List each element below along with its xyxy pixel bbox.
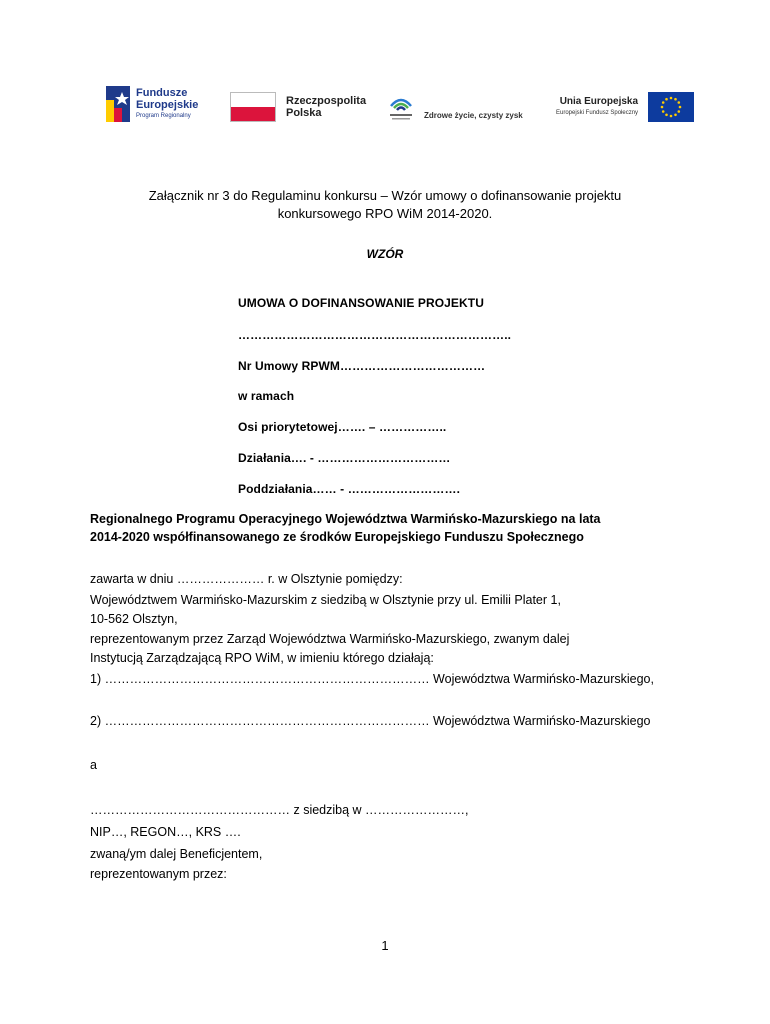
program-line-1: Regionalnego Programu Operacyjnego Województwa Warmińsko-Mazurskiego na lata xyxy=(90,512,601,526)
warmia-mazury-mark-icon xyxy=(388,92,414,124)
program-line-2: 2014-2020 współfinansowanego ze środków Europejskiego Funduszu Społecznego xyxy=(90,530,584,544)
unia-europejska-logo xyxy=(556,92,694,122)
ue-subtitle: Europejski Fundusz Społeczny xyxy=(556,110,639,116)
fe-flag-icon xyxy=(106,86,130,122)
body-p2a: Województwem Warmińsko-Mazurskim z siedzibą w Olsztynie przy ul. Emilii Plater 1, xyxy=(90,593,561,607)
contract-dots: ………………………………………………………….. xyxy=(238,328,512,342)
ue-title: Unia Europejska xyxy=(559,96,639,107)
heading-line-2: konkursowego RPO WiM 2014-2020. xyxy=(277,206,493,221)
rp-text: Rzeczpospolita Polska xyxy=(286,95,367,119)
body-p8: NIP…, REGON…, KRS …. xyxy=(90,825,241,839)
body-p9: zwaną/ym dalej Beneficjentem, xyxy=(90,847,263,861)
body-p4: 1) …………………………………………………………………… Województwa Warmińsko-Mazurskiego, xyxy=(90,672,654,686)
body-p10: reprezentowanym przez: xyxy=(90,867,227,881)
contract-title: UMOWA O DOFINANSOWANIE PROJEKTU xyxy=(238,296,484,310)
polish-flag-icon xyxy=(230,92,276,122)
fundusze-europejskie-logo xyxy=(106,86,198,122)
heading-line-1: Załącznik nr 3 do Regulaminu konkursu – Wzór umowy o dofinansowanie projektu xyxy=(148,188,622,203)
body-p3b: Instytucją Zarządzającą RPO WiM, w imieniu którego działają: xyxy=(90,651,434,665)
contract-poddzialania: Poddziałania…… - ………………………. xyxy=(238,482,461,496)
eu-flag-icon xyxy=(648,92,694,122)
fe-subtitle: Program Regionalny xyxy=(136,113,191,119)
body-p7: ………………………………………… z siedzibą w ……………………, xyxy=(90,803,469,817)
body-p5: 2) …………………………………………………………………… Województwa Warmińsko-Mazurskiego xyxy=(90,714,651,728)
wm-slogan: Zdrowe życie, czysty zysk xyxy=(424,110,523,120)
body-p3a: reprezentowanym przez Zarząd Województwa Warmińsko-Mazurskiego, zwanym dalej xyxy=(90,632,570,646)
warmia-mazury-logo xyxy=(388,92,523,124)
page-number: 1 xyxy=(381,938,389,953)
contract-dzialania: Działania…. - …………………………… xyxy=(238,451,451,465)
contract-w-ramach: w ramach xyxy=(238,389,295,403)
wzor-label: WZÓR xyxy=(366,247,404,261)
fe-title: Fundusze Europejskie xyxy=(136,87,199,111)
body-p1: zawarta w dniu ………………… r. w Olsztynie pomiędzy: xyxy=(90,572,403,586)
body-p2b: 10-562 Olsztyn, xyxy=(90,612,178,626)
logo-bar xyxy=(0,80,770,140)
rzeczpospolita-polska-logo xyxy=(230,92,366,122)
contract-osi: Osi priorytetowej……. – …………….. xyxy=(238,420,447,434)
contract-number: Nr Umowy RPWM……………………………… xyxy=(238,359,486,373)
body-p6: a xyxy=(90,758,97,772)
